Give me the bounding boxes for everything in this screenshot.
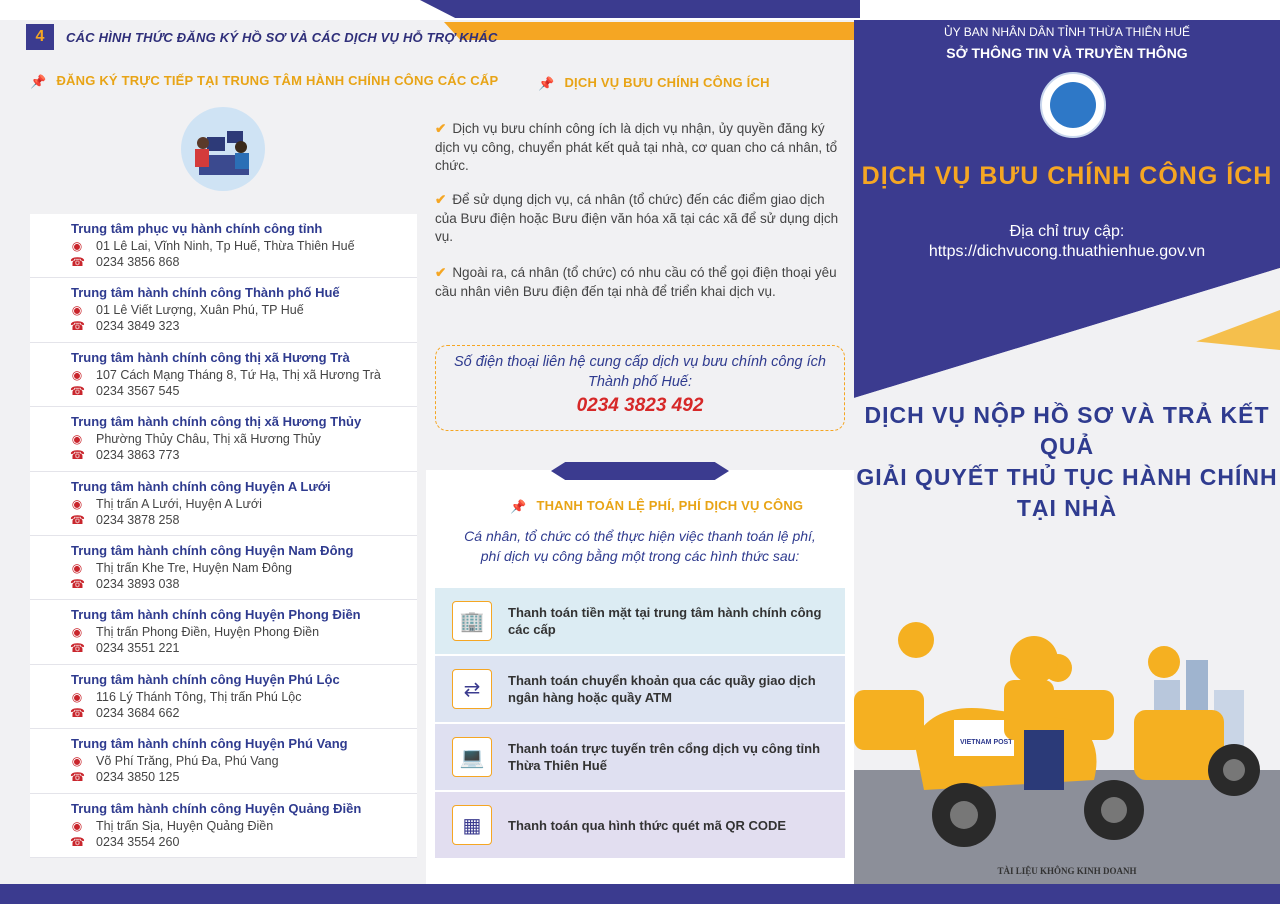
center-address: 01 Lê Lai, Vĩnh Ninh, Tp Huế, Thừa Thiên Huế <box>96 239 355 253</box>
center-address-row <box>71 560 417 576</box>
postal-heading: DỊCH VỤ BƯU CHÍNH CÔNG ÍCH <box>564 75 770 90</box>
center-name: Trung tâm hành chính công Thành phố Huế <box>71 285 340 301</box>
top-navy-band <box>420 0 860 18</box>
qr-code-icon: ▦ <box>452 805 492 845</box>
footer-note: TÀI LIỆU KHÔNG KINH DOANH <box>997 866 1137 876</box>
center-phone: 0234 3567 545 <box>96 383 180 398</box>
center-item <box>30 214 417 278</box>
center-phone: 0234 3863 773 <box>96 448 180 463</box>
center-item <box>30 729 417 793</box>
location-pin-icon: ◉ <box>71 367 83 382</box>
center-phone: 0234 3893 038 <box>96 576 180 591</box>
payment-method-item <box>435 656 845 722</box>
phone-icon: ☎ <box>70 834 85 849</box>
center-address: Thị trấn Sịa, Huyện Quảng Điền <box>96 818 274 833</box>
center-item <box>30 665 417 729</box>
payment-method-item <box>435 724 845 790</box>
center-item <box>30 794 417 858</box>
center-phone-row <box>71 640 417 656</box>
phone-icon: ☎ <box>70 383 85 398</box>
payment-method-item <box>435 792 845 858</box>
left-heading: ĐĂNG KÝ TRỰC TIẾP TẠI TRUNG TÂM HÀNH CHÍNH CÔNG CÁC CẤP <box>56 73 499 88</box>
location-pin-icon: ◉ <box>71 303 83 318</box>
postal-paragraph-2: ✔ Để sử dụng dịch vụ, cá nhân (tổ chức) đến các điểm giao dịch của Bưu điện hoặc Bưu điện văn hóa xã tại các xã để sử dụng dịch vụ. <box>435 192 839 244</box>
main-title <box>854 400 1280 524</box>
payment-intro-line-2: phí dịch vụ công bằng một trong các hình thức sau: <box>480 548 800 564</box>
center-item <box>30 278 417 342</box>
center-address-row <box>71 496 417 512</box>
center-phone-row <box>71 576 417 592</box>
center-phone: 0234 3551 221 <box>96 641 180 656</box>
center-phone: 0234 3850 125 <box>96 770 180 785</box>
center-phone-row <box>71 318 417 334</box>
bike-brand-label: VIETNAM POST <box>960 739 1013 746</box>
contact-phone: 0234 3823 492 <box>576 395 704 416</box>
payment-heading-row <box>510 497 803 515</box>
pin-icon: 📌 <box>510 498 527 514</box>
phone-icon: ☎ <box>70 641 85 656</box>
center-address: 116 Lý Thánh Tông, Thị trấn Phú Lộc <box>96 689 302 704</box>
center-name: Trung tâm hành chính công Huyện Nam Đông <box>71 542 354 558</box>
center-address: Phường Thủy Châu, Thị xã Hương Thủy <box>96 432 321 447</box>
phone-icon: ☎ <box>70 319 85 334</box>
phone-icon: ☎ <box>70 448 85 463</box>
pin-icon: 📌 <box>30 73 47 89</box>
center-phone: 0234 3849 323 <box>96 319 180 334</box>
section-number: 4 <box>26 24 54 50</box>
center-item <box>30 536 417 600</box>
check-icon: ✔ <box>435 192 447 207</box>
center-name: Trung tâm hành chính công thị xã Hương Trà <box>71 349 350 365</box>
department-logo-inner <box>1050 82 1096 128</box>
payment-intro <box>435 526 845 566</box>
payment-intro-line-1: Cá nhân, tổ chức có thể thực hiện việc thanh toán lệ phí, <box>464 528 816 544</box>
phone-icon: ☎ <box>70 770 85 785</box>
center-name: Trung tâm hành chính công Huyện Phong Điền <box>71 607 361 623</box>
service-title: DỊCH VỤ BƯU CHÍNH CÔNG ÍCH <box>861 162 1273 190</box>
center-name: Trung tâm phục vụ hành chính công tỉnh <box>71 221 323 236</box>
center-name: Trung tâm hành chính công Huyện A Lưới <box>71 478 331 494</box>
postal-heading-row <box>538 74 770 92</box>
center-address: Thị trấn A Lưới, Huyện A Lưới <box>96 496 262 511</box>
center-address-row <box>71 302 417 318</box>
center-address-row <box>71 238 417 254</box>
center-phone-row <box>71 447 417 463</box>
center-item <box>30 472 417 536</box>
check-icon: ✔ <box>435 265 447 280</box>
center-address-row <box>71 431 417 447</box>
postal-contact-box <box>435 345 845 431</box>
center-phone: 0234 3856 868 <box>96 255 180 269</box>
check-icon: ✔ <box>435 121 447 136</box>
centers-list <box>30 214 417 858</box>
contact-line-1: Số điện thoại liên hệ cung cấp dịch vụ bưu chính công ích <box>454 354 826 370</box>
main-title-line-1: DỊCH VỤ NỘP HỒ SƠ VÀ TRẢ KẾT QUẢ <box>864 402 1270 459</box>
location-pin-icon: ◉ <box>71 818 83 833</box>
payment-heading: THANH TOÁN LỆ PHÍ, PHÍ DỊCH VỤ CÔNG <box>536 498 804 513</box>
divider-pill <box>551 462 729 480</box>
bank-transfer-icon: ⇄ <box>452 669 492 709</box>
center-phone: 0234 3878 258 <box>96 512 180 527</box>
center-name: Trung tâm hành chính công Huyện Phú Vang <box>71 736 348 752</box>
location-pin-icon: ◉ <box>71 754 83 769</box>
center-address: Thị trấn Khe Tre, Huyện Nam Đông <box>96 560 292 575</box>
location-pin-icon: ◉ <box>71 496 83 511</box>
center-address: 107 Cách Mạng Tháng 8, Tứ Hạ, Thị xã Hương Trà <box>96 367 381 382</box>
location-pin-icon: ◉ <box>71 560 83 575</box>
center-phone: 0234 3684 662 <box>96 705 180 720</box>
location-pin-icon: ◉ <box>71 689 83 704</box>
org-line-2: SỞ THÔNG TIN VÀ TRUYỀN THÔNG <box>946 45 1188 61</box>
center-item <box>30 600 417 664</box>
office-illustration <box>181 107 265 191</box>
left-heading-row <box>30 72 498 90</box>
contact-line-2: Thành phố Huế: <box>588 374 692 390</box>
payment-method-text: Thanh toán qua hình thức quét mã QR CODE <box>508 817 787 833</box>
center-address-row <box>71 689 417 705</box>
center-address-row <box>71 624 417 640</box>
main-title-line-2: GIẢI QUYẾT THỦ TỤC HÀNH CHÍNH <box>856 464 1278 490</box>
center-address-row <box>71 367 417 383</box>
main-title-line-3: TẠI NHÀ <box>1016 495 1118 521</box>
center-name: Trung tâm hành chính công thị xã Hương Thủy <box>71 414 362 430</box>
access-url[interactable]: https://dichvucong.thuathienhue.gov.vn <box>928 243 1206 260</box>
center-phone-row <box>71 383 417 399</box>
center-address: Võ Phí Trăng, Phú Đa, Phú Vang <box>96 754 279 769</box>
location-pin-icon: ◉ <box>71 432 83 447</box>
center-address: Thị trấn Phong Điền, Huyện Phong Điền <box>96 625 320 640</box>
delivery-riders-illustration <box>854 620 1280 870</box>
location-pin-icon: ◉ <box>71 625 83 640</box>
access-label: Địa chỉ truy cập: <box>1009 223 1125 240</box>
center-name: Trung tâm hành chính công Huyện Phú Lộc <box>71 671 340 687</box>
section-title: CÁC HÌNH THỨC ĐĂNG KÝ HỒ SƠ VÀ CÁC DỊCH VỤ HỖ TRỢ KHÁC <box>66 30 498 45</box>
center-address-row <box>71 753 417 769</box>
center-address-row <box>71 818 417 834</box>
payment-method-text: Thanh toán chuyển khoản qua các quầy giao dịch ngân hàng hoặc quầy ATM <box>508 673 816 705</box>
phone-icon: ☎ <box>70 512 85 527</box>
payment-method-text: Thanh toán trực tuyến trên cổng dịch vụ công tỉnh Thừa Thiên Huế <box>508 741 821 773</box>
center-item <box>30 407 417 471</box>
orange-stripe <box>444 22 854 40</box>
center-phone-row <box>71 834 417 850</box>
payment-method-item <box>435 588 845 654</box>
laptop-icon: 💻 <box>452 737 492 777</box>
center-phone-row <box>71 769 417 785</box>
location-pin-icon: ◉ <box>71 239 83 253</box>
building-icon: 🏢 <box>452 601 492 641</box>
postal-paragraph-3: ✔ Ngoài ra, cá nhân (tổ chức) có nhu cầu có thể gọi điện thoại yêu cầu nhân viên Bưu điện đến tại nhà để triển khai dịch vụ. <box>435 265 837 299</box>
center-phone-row <box>71 254 417 270</box>
center-phone-row <box>71 512 417 528</box>
phone-icon: ☎ <box>70 576 85 591</box>
payment-method-text: Thanh toán tiền mặt tại trung tâm hành chính công các cấp <box>508 605 822 637</box>
pin-icon: 📌 <box>538 75 555 91</box>
org-line-1: ỦY BAN NHÂN DÂN TỈNH THỪA THIÊN HUẾ <box>943 25 1191 39</box>
phone-icon: ☎ <box>70 255 85 269</box>
center-name: Trung tâm hành chính công Huyện Quảng Điền <box>71 800 362 816</box>
postal-paragraph-1: ✔ Dịch vụ bưu chính công ích là dịch vụ nhận, ủy quyền đăng ký dịch vụ công, chuyển phát kết quả tại nhà, cơ quan cho cá nhân, tổ chức. <box>435 121 838 173</box>
bottom-bar <box>0 884 1280 904</box>
center-phone-row <box>71 705 417 721</box>
center-phone: 0234 3554 260 <box>96 834 180 849</box>
center-address: 01 Lê Viết Lượng, Xuân Phú, TP Huế <box>96 303 304 318</box>
center-item <box>30 343 417 407</box>
phone-icon: ☎ <box>70 705 85 720</box>
